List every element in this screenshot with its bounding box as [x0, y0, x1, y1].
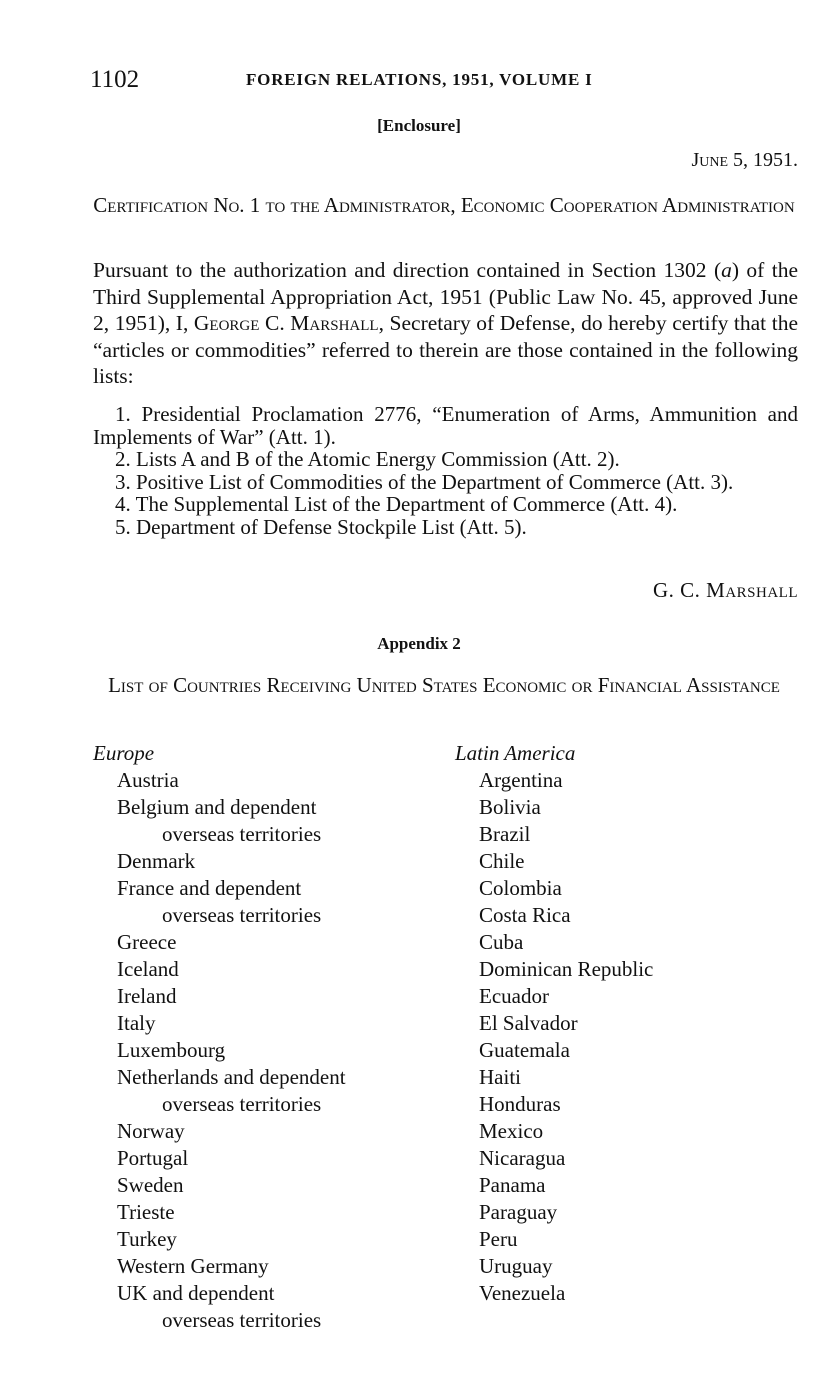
- country-entry: Belgium and dependent: [117, 795, 317, 819]
- document-date: June 5, 1951.: [691, 149, 798, 171]
- attachment-list: [93, 403, 798, 538]
- list-item: 5. Department of Defense Stockpile List (Att. 5).: [115, 514, 527, 539]
- appendix-title: List of Countries Receiving United States Economic or Financial Assistance: [108, 673, 780, 697]
- country-entry: Denmark: [117, 849, 196, 873]
- list-item: 3. Positive List of Commodities of the Department of Commerce (Att. 3).: [115, 469, 734, 494]
- country-entry: Brazil: [479, 822, 531, 846]
- country-entry-continuation: overseas territories: [162, 822, 322, 846]
- country-entry: Panama: [479, 1173, 546, 1197]
- country-entry: Guatemala: [479, 1038, 570, 1062]
- country-entry: Netherlands and dependent: [117, 1065, 346, 1089]
- latin-america-heading: Latin America: [455, 741, 576, 765]
- country-entry: Colombia: [479, 876, 562, 900]
- country-entry: Luxembourg: [117, 1038, 226, 1062]
- country-entry: Peru: [479, 1227, 518, 1251]
- paragraph-text-3: , Secretary of Defense, do hereby certify that the “articles or commodities” referred to therein are those contained in the following lists:: [93, 311, 798, 388]
- paragraph-signatory-name: George C. Marshall: [193, 311, 379, 335]
- country-entry: Austria: [117, 768, 179, 792]
- country-entry-continuation: overseas territories: [162, 903, 322, 927]
- country-entry: Chile: [479, 849, 525, 873]
- country-entry: Ecuador: [479, 984, 549, 1008]
- paragraph-text-1: Pursuant to the authorization and direction contained in Section 1302 (: [93, 258, 722, 282]
- country-entry: Portugal: [117, 1146, 189, 1170]
- country-entry: Italy: [117, 1011, 156, 1035]
- country-entry: Mexico: [479, 1119, 544, 1143]
- running-head: FOREIGN RELATIONS, 1951, VOLUME I: [246, 70, 593, 89]
- latin-america-column: [455, 740, 653, 1307]
- country-entry: Trieste: [117, 1200, 175, 1224]
- europe-column: [93, 740, 346, 1334]
- country-entry: Honduras: [479, 1092, 561, 1116]
- country-entry: Turkey: [117, 1227, 177, 1251]
- country-entry-continuation: overseas territories: [162, 1308, 322, 1332]
- country-entry: UK and dependent: [117, 1281, 275, 1305]
- country-entry: Venezuela: [479, 1281, 566, 1305]
- paragraph-italic-a: a: [721, 258, 732, 282]
- country-entry: France and dependent: [117, 876, 302, 900]
- country-entry: Cuba: [479, 930, 524, 954]
- enclosure-label: [Enclosure]: [377, 116, 461, 135]
- country-entry: Argentina: [479, 768, 563, 792]
- country-entry: Greece: [117, 930, 177, 954]
- paragraph-text-2: ) of the Third Supplemental Appropriation Act, 1951 (Public Law No. 45, approved June 2, 1951), I,: [93, 258, 798, 335]
- country-entry: Bolivia: [479, 795, 541, 819]
- appendix-heading: Appendix 2: [377, 634, 461, 653]
- country-entry: Norway: [117, 1119, 185, 1143]
- country-entry: Haiti: [479, 1065, 521, 1089]
- country-entry: Nicaragua: [479, 1146, 566, 1170]
- signature: G. C. Marshall: [652, 578, 798, 602]
- list-item: 2. Lists A and B of the Atomic Energy Commission (Att. 2).: [115, 447, 620, 471]
- country-entry: Uruguay: [479, 1254, 553, 1278]
- certification-paragraph: [93, 257, 798, 390]
- list-item: 4. The Supplemental List of the Department of Commerce (Att. 4).: [115, 492, 678, 516]
- country-entry: El Salvador: [479, 1011, 578, 1035]
- certification-title: Certification No. 1 to the Administrator, Economic Cooperation Administration: [93, 193, 795, 217]
- country-entry-continuation: overseas territories: [162, 1092, 322, 1116]
- country-entry: Dominican Republic: [479, 957, 654, 981]
- country-entry: Ireland: [117, 984, 177, 1008]
- list-item: 1. Presidential Proclamation 2776, “Enumeration of Arms, Ammunition and Implements of War” (Att. 1).: [93, 402, 798, 449]
- europe-heading: Europe: [93, 741, 155, 765]
- country-entry: Iceland: [117, 957, 179, 981]
- page-number: 1102: [90, 66, 140, 93]
- country-entry: Sweden: [117, 1173, 184, 1197]
- country-entry: Paraguay: [479, 1200, 558, 1224]
- country-entry: Costa Rica: [479, 903, 571, 927]
- country-entry: Western Germany: [117, 1254, 269, 1278]
